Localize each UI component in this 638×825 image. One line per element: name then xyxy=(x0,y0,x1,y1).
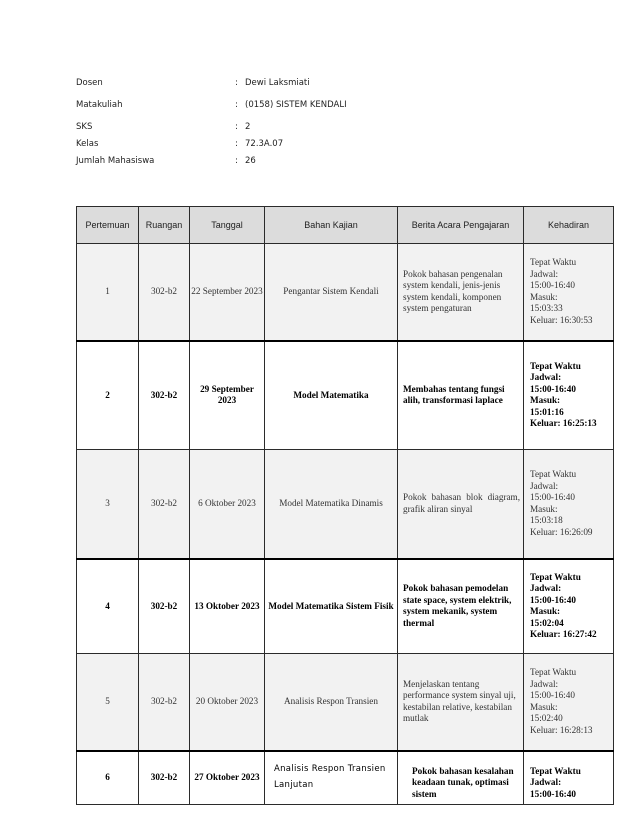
table-row xyxy=(77,244,614,341)
kehadiran-masuk-label: Masuk: xyxy=(530,503,558,514)
cell-pertemuan: 6 xyxy=(77,751,139,805)
kehadiran-status: Tepat Waktu xyxy=(530,360,581,371)
kehadiran-masuk-label: Masuk: xyxy=(530,291,558,302)
cell-tanggal: 13 Oktober 2023 xyxy=(190,559,265,654)
header-kehadiran: Kehadiran xyxy=(524,207,614,244)
cell-ruangan: 302-b2 xyxy=(139,341,190,450)
info-value: (0158) SISTEM KENDALI xyxy=(245,100,347,110)
kehadiran-keluar: Keluar: 16:30:53 xyxy=(530,314,593,325)
cell-tanggal: 6 Oktober 2023 xyxy=(190,450,265,559)
info-value: 26 xyxy=(245,156,256,166)
cell-berita-acara: Menjelaskan tentang performance system sinyal uji, kestabilan relative, kestabilan mutlak xyxy=(398,654,524,751)
info-colon: : xyxy=(235,78,238,88)
info-label: SKS xyxy=(76,122,93,132)
header-ruangan: Ruangan xyxy=(139,207,190,244)
cell-kehadiran xyxy=(524,450,614,559)
table-row xyxy=(77,341,614,450)
kehadiran-status: Tepat Waktu xyxy=(530,469,577,480)
cell-pertemuan: 3 xyxy=(77,450,139,559)
kehadiran-keluar: Keluar: 16:25:13 xyxy=(530,418,597,429)
kehadiran-masuk-label: Masuk: xyxy=(530,606,561,617)
cell-berita-acara: Pokok bahasan pemodelan state space, system elektrik, system mekanik, system thermal xyxy=(398,559,524,654)
kehadiran-masuk: 15:03:33 xyxy=(530,303,563,314)
cell-ruangan: 302-b2 xyxy=(139,450,190,559)
info-value: 72.3A.07 xyxy=(245,139,284,149)
cell-ruangan: 302-b2 xyxy=(139,654,190,751)
table-row xyxy=(77,654,614,751)
kehadiran-masuk: 15:03:18 xyxy=(530,515,563,526)
cell-berita-acara: Pokok bahasan kesalahan keadaan tunak, optimasi sistem xyxy=(398,751,524,805)
cell-bahan-kajian: Analisis Respon Transien xyxy=(265,654,398,751)
cell-tanggal: 20 Oktober 2023 xyxy=(190,654,265,751)
kehadiran-jadwal-label: Jadwal: xyxy=(530,583,562,594)
kehadiran-status: Tepat Waktu xyxy=(530,571,581,582)
kehadiran-keluar: Keluar: 16:28:13 xyxy=(530,724,593,735)
info-label: Matakuliah xyxy=(76,100,123,110)
cell-pertemuan: 4 xyxy=(77,559,139,654)
kehadiran-jadwal: 15:00-16:40 xyxy=(530,280,575,291)
kehadiran-jadwal: 15:00-16:40 xyxy=(530,788,576,799)
kehadiran-jadwal-label: Jadwal: xyxy=(530,372,562,383)
info-colon: : xyxy=(235,122,238,132)
kehadiran-jadwal: 15:00-16:40 xyxy=(530,594,576,605)
cell-pertemuan: 2 xyxy=(77,341,139,450)
cell-kehadiran xyxy=(524,654,614,751)
kehadiran-masuk-label: Masuk: xyxy=(530,395,561,406)
cell-ruangan: 302-b2 xyxy=(139,244,190,341)
cell-berita-acara: Membahas tentang fungsi alih, transformasi laplace xyxy=(398,341,524,450)
kehadiran-status: Tepat Waktu xyxy=(530,257,577,268)
attendance-table xyxy=(76,206,614,805)
cell-tanggal: 22 September 2023 xyxy=(190,244,265,341)
cell-ruangan: 302-b2 xyxy=(139,559,190,654)
kehadiran-jadwal: 15:00-16:40 xyxy=(530,383,576,394)
cell-tanggal: 29 September 2023 xyxy=(190,341,265,450)
kehadiran-jadwal-label: Jadwal: xyxy=(530,480,559,491)
kehadiran-jadwal: 15:00-16:40 xyxy=(530,492,575,503)
kehadiran-jadwal-label: Jadwal: xyxy=(530,777,562,787)
cell-bahan-kajian: Pengantar Sistem Kendali xyxy=(265,244,398,341)
cell-bahan-kajian: Analisis Respon Transien Lanjutan xyxy=(265,751,398,805)
table-header-row xyxy=(77,207,614,244)
kehadiran-jadwal-label: Jadwal: xyxy=(530,268,559,279)
kehadiran-keluar: Keluar: 16:26:09 xyxy=(530,526,593,537)
kehadiran-masuk-label: Masuk: xyxy=(530,701,558,712)
cell-pertemuan: 5 xyxy=(77,654,139,751)
kehadiran-masuk: 15:02:40 xyxy=(530,713,563,724)
kehadiran-masuk: 15:01:16 xyxy=(530,406,564,417)
cell-pertemuan: 1 xyxy=(77,244,139,341)
kehadiran-masuk: 15:02:04 xyxy=(530,617,564,628)
cell-bahan-kajian: Model Matematika Dinamis xyxy=(265,450,398,559)
table-row xyxy=(77,450,614,559)
table-row xyxy=(77,751,614,805)
header-berita-acara: Berita Acara Pengajaran xyxy=(398,207,524,244)
cell-tanggal: 27 Oktober 2023 xyxy=(190,751,265,805)
table-row xyxy=(77,559,614,654)
kehadiran-status: Tepat Waktu xyxy=(530,667,577,678)
info-colon: : xyxy=(235,156,238,166)
cell-kehadiran xyxy=(524,244,614,341)
cell-kehadiran xyxy=(524,559,614,654)
header-tanggal: Tanggal xyxy=(190,207,265,244)
info-label: Jumlah Mahasiswa xyxy=(76,156,155,166)
info-label: Dosen xyxy=(76,78,103,88)
info-label: Kelas xyxy=(76,139,99,149)
header-pertemuan: Pertemuan xyxy=(77,207,139,244)
cell-bahan-kajian: Model Matematika xyxy=(265,341,398,450)
info-value: Dewi Laksmiati xyxy=(245,78,310,88)
kehadiran-keluar: Keluar: 16:27:42 xyxy=(530,629,597,640)
cell-ruangan: 302-b2 xyxy=(139,751,190,805)
kehadiran-status: Tepat Waktu xyxy=(530,765,581,776)
kehadiran-jadwal: 15:00-16:40 xyxy=(530,690,575,701)
header-bahan-kajian: Bahan Kajian xyxy=(265,207,398,244)
cell-kehadiran xyxy=(524,341,614,450)
info-colon: : xyxy=(235,139,238,149)
cell-bahan-kajian: Model Matematika Sistem Fisik xyxy=(265,559,398,654)
cell-berita-acara: Pokok bahasan pengenalan system kendali, jenis-jenis system kendali, komponen system pengaturan xyxy=(398,244,524,341)
info-value: 2 xyxy=(245,122,251,132)
cell-berita-acara: Pokok bahasan blok diagram, grafik aliran sinyal xyxy=(398,450,524,559)
info-colon: : xyxy=(235,100,238,110)
kehadiran-jadwal-label: Jadwal: xyxy=(530,678,559,689)
cell-kehadiran xyxy=(524,751,614,805)
